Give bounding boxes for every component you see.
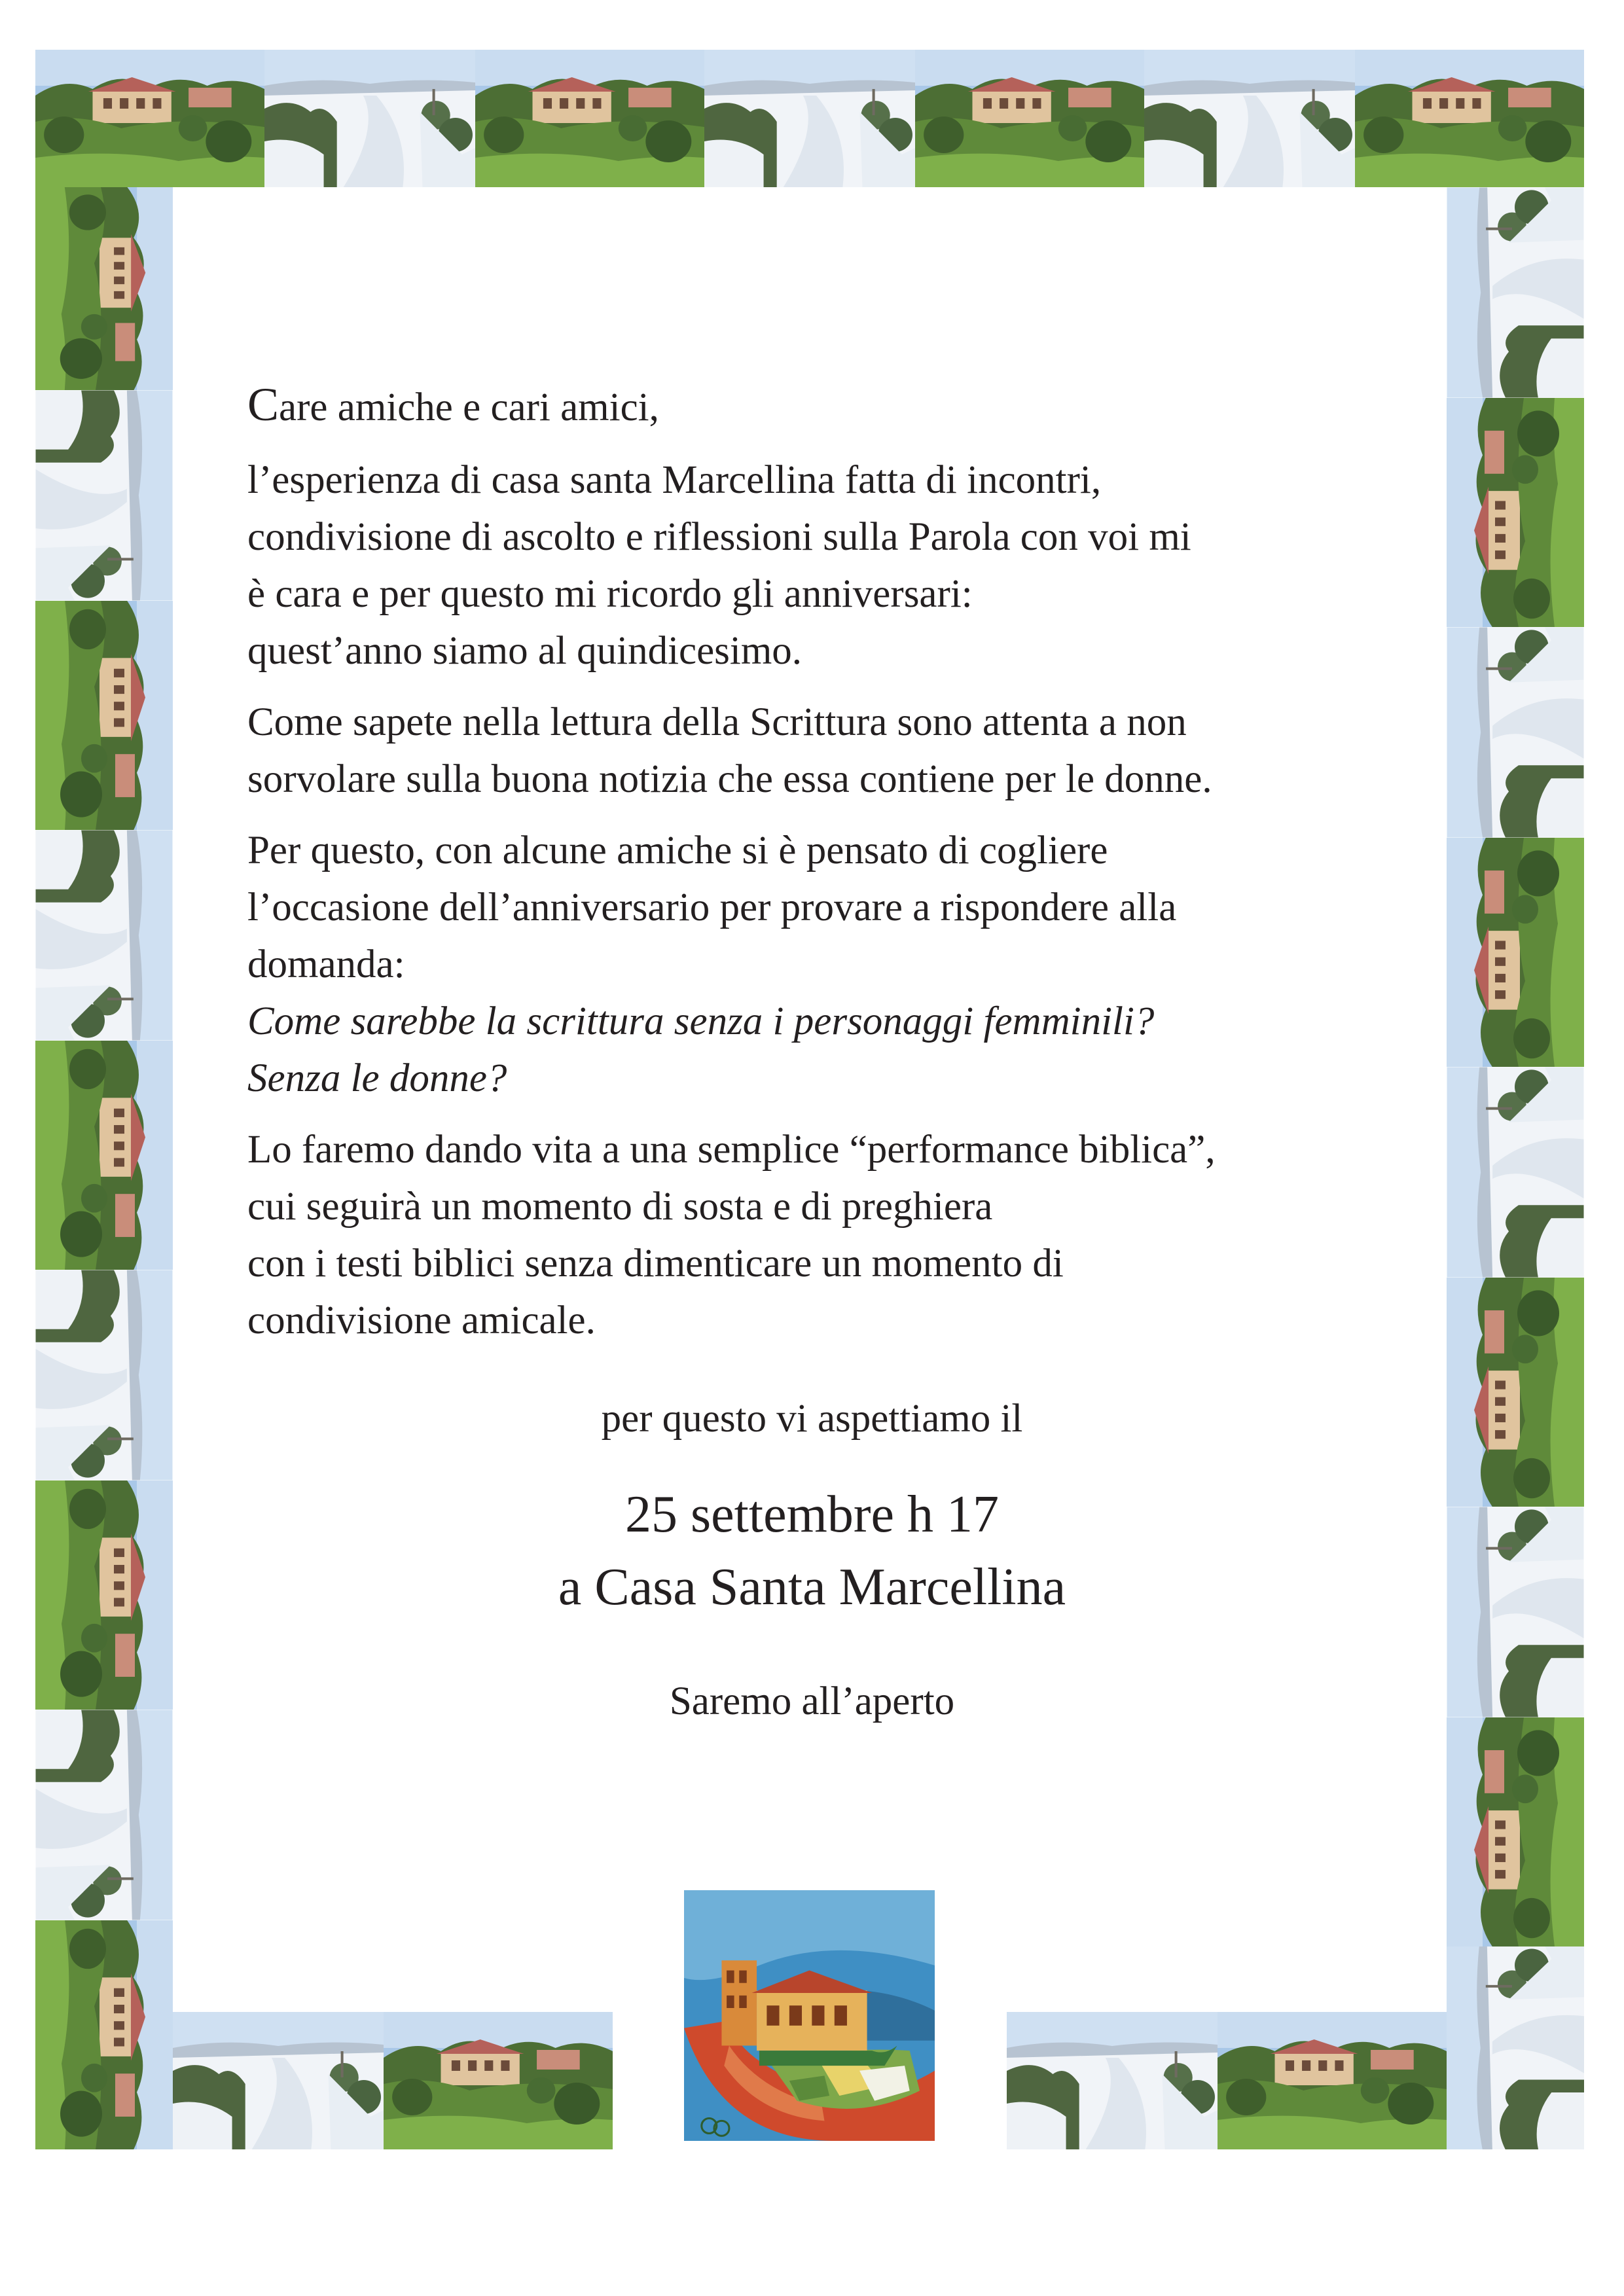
outdoors-note: Saremo all’aperto bbox=[669, 1679, 955, 1723]
paragraph-line: Come sapete nella lettura della Scrittura sono attenta a non bbox=[247, 700, 1187, 744]
paragraph-line: è cara e per questo mi ricordo gli anniversari: bbox=[247, 572, 973, 616]
house-photo bbox=[35, 50, 264, 187]
house-photo bbox=[1447, 1717, 1584, 1946]
snow-path-photo bbox=[264, 50, 475, 187]
paragraph-line: l’occasione dell’anniversario per provare a rispondere alla bbox=[247, 886, 1177, 929]
snow-path-photo bbox=[35, 1270, 173, 1480]
question-line: Senza le donne? bbox=[247, 1056, 507, 1100]
snow-path-photo bbox=[1447, 187, 1584, 398]
snow-path-photo bbox=[1007, 2012, 1218, 2149]
house-photo bbox=[1447, 398, 1584, 627]
greeting-text: are amiche e cari amici, bbox=[279, 386, 659, 429]
house-photo bbox=[35, 601, 173, 830]
paragraph-line: quest’anno siamo al quindicesimo. bbox=[247, 629, 803, 673]
painted-house-on-hill-icon bbox=[684, 1890, 935, 2141]
house-photo bbox=[384, 2012, 613, 2149]
question-line: Come sarebbe la scrittura senza i personaggi femminili? bbox=[247, 999, 1155, 1043]
paragraph-scripture bbox=[247, 694, 1419, 808]
greeting bbox=[247, 376, 1419, 436]
paragraph-line: Per questo, con alcune amiche si è pensato di cogliere bbox=[247, 829, 1108, 872]
house-photo bbox=[1218, 2012, 1447, 2149]
paragraph-line: Lo faremo dando vita a una semplice “performance biblica”, bbox=[247, 1128, 1216, 1172]
paragraph-line: l’esperienza di casa santa Marcellina fatta di incontri, bbox=[247, 458, 1102, 502]
paragraph-intro bbox=[247, 452, 1419, 679]
snow-path-photo bbox=[1447, 1946, 1584, 2149]
house-photo bbox=[1447, 1278, 1584, 1507]
paragraph-line: cui seguirà un momento di sosta e di preghiera bbox=[247, 1185, 993, 1229]
house-photo bbox=[1447, 838, 1584, 1067]
house-photo bbox=[1355, 50, 1584, 187]
snow-path-photo bbox=[35, 1710, 173, 1920]
snow-path-photo bbox=[1144, 50, 1355, 187]
paragraph-line: con i testi biblici senza dimenticare un momento di bbox=[247, 1242, 1064, 1285]
paragraph-question bbox=[247, 822, 1419, 1107]
event-date-time: 25 settembre h 17 bbox=[625, 1486, 999, 1543]
snow-path-photo bbox=[35, 830, 173, 1041]
paragraph-line: sorvolare sulla buona notizia che essa contiene per le donne. bbox=[247, 757, 1212, 801]
snow-path-photo bbox=[35, 390, 173, 601]
house-photo bbox=[35, 1041, 173, 1270]
paragraph-line: condivisione amicale. bbox=[247, 1299, 596, 1342]
paragraph-line: condivisione di ascolto e riflessioni sulla Parola con voi mi bbox=[247, 515, 1191, 559]
snow-path-photo bbox=[1447, 627, 1584, 838]
letter-body bbox=[247, 376, 1419, 1363]
house-photo bbox=[915, 50, 1144, 187]
snow-path-photo bbox=[704, 50, 915, 187]
event-place: a Casa Santa Marcellina bbox=[558, 1558, 1066, 1616]
house-photo bbox=[35, 187, 173, 390]
paragraph-line: domanda: bbox=[247, 942, 405, 986]
snow-path-photo bbox=[173, 2012, 384, 2149]
snow-path-photo bbox=[1447, 1067, 1584, 1278]
house-photo bbox=[475, 50, 704, 187]
house-photo bbox=[35, 1920, 173, 2149]
greeting-initial: C bbox=[247, 378, 280, 431]
invitation-intro: per questo vi aspettiamo il bbox=[601, 1397, 1023, 1441]
paragraph-performance bbox=[247, 1121, 1419, 1349]
